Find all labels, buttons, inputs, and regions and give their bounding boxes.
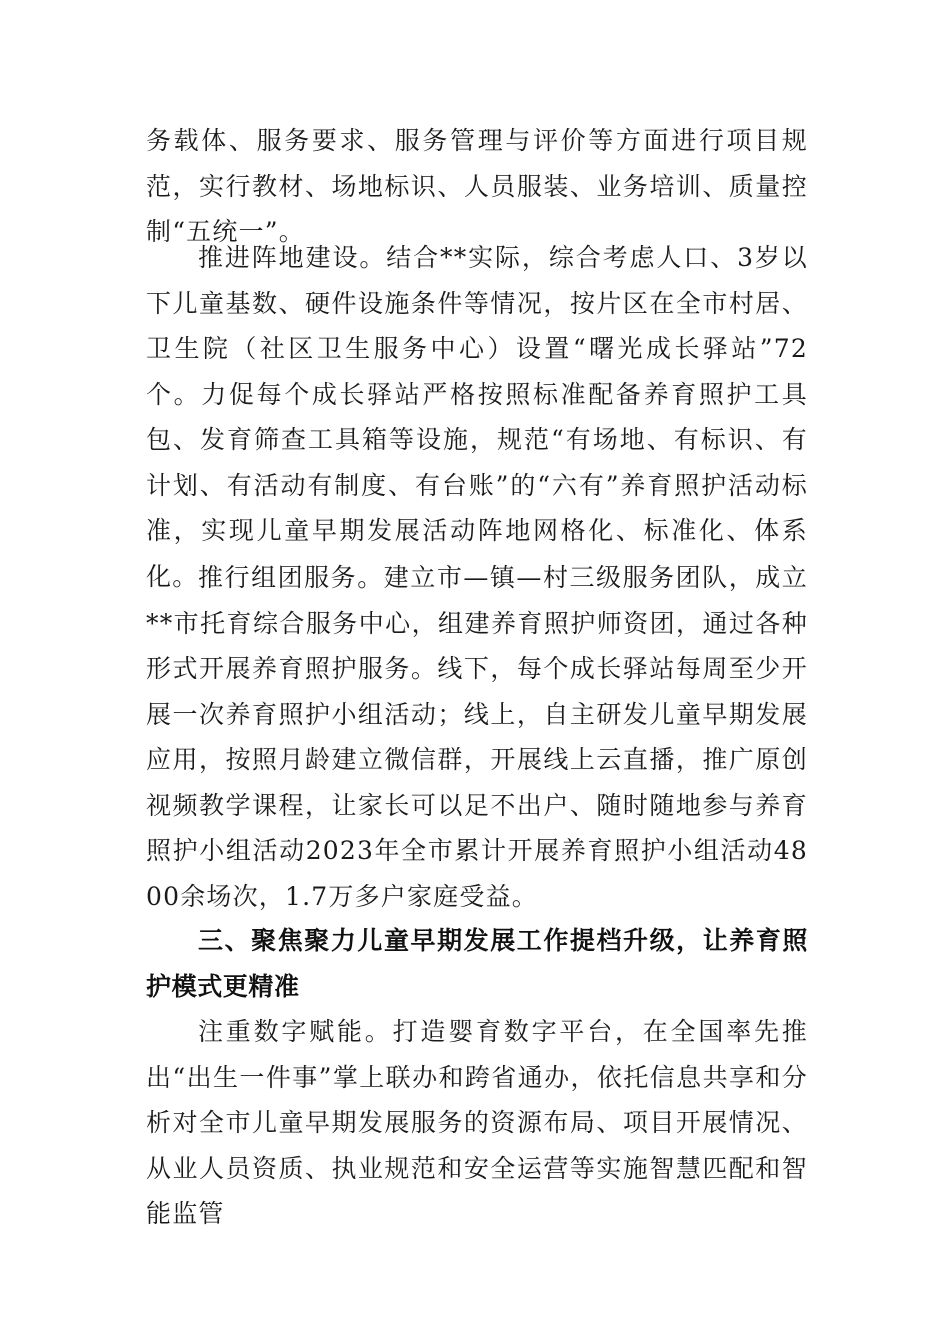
paragraph-group-service: 推行组团服务。建立市—镇—村三级服务团队，成立**市托育综合服务中心，组建养育照护师资团，通过各种形式开展养育照护服务。线下，每个成长驿站每周至少开展一次养育照护小组活动；线上，自主研发儿童早期发展应用，按照月龄建立微信群，开展线上云直播，推广原创视频教学课程，让家长可以足不出户、随时随地参与养育照护小组活动2023年全市累计开展养育照护小组活动4800余场次，1.7万多户家庭受益。 (146, 563, 808, 911)
section-heading: 三、聚焦聚力儿童早期发展工作提档升级，让养育照护模式更精准 (146, 926, 808, 1001)
paragraph-digital-empowerment: 注重数字赋能。打造婴育数字平台，在全国率先推出“出生一件事”掌上联办和跨省通办，依托信息共享和分析对全市儿童早期发展服务的资源布局、项目开展情况、从业人员资质、执业规范和安全运营等实施智慧匹配和智能监管 (146, 1017, 808, 1228)
paragraph-continuation: 务载体、服务要求、服务管理与评价等方面进行项目规范，实行教材、场地标识、人员服装、业务培训、质量控制“五统一”。 (146, 126, 808, 246)
paragraph-position-construction: 推进阵地建设。结合**实际，综合考虑人口、3岁以下儿童基数、硬件设施条件等情况，按片区在全市村居、卫生院（社区卫生服务中心）设置“曙光成长驿站”72个。力促每个成长驿站严格按照标准配备养育照护工具包、发育筛查工具箱等设施，规范“有场地、有标识、有计划、有活动有制度、有台账”的“六有”养育照护活动标准，实现儿童早期发展活动阵地网格化、标准化、体系化。 (146, 243, 808, 591)
